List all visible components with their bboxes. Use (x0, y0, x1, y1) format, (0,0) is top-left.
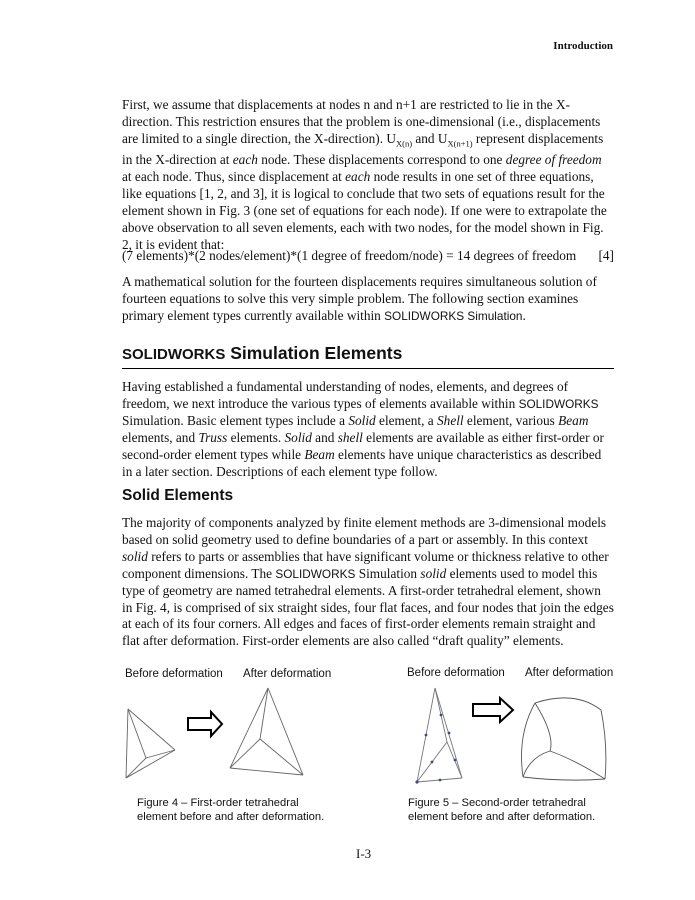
subscript-xn1: X(n+1) (447, 138, 473, 149)
subheading-solid-elements: Solid Elements (122, 487, 234, 504)
fig5-before-label: Before deformation (407, 667, 505, 679)
paragraph-element-types: Having established a fundamental understanding of nodes, elements, and degrees of freedom, we next introduce the various types of elements available within SOLIDWORKS Simulation. Basic element types include a Solid element, a Shell element, various Beam elements, and Truss elements. Solid and shell elements are available as either first-order or second-order element types while Beam elements have unique characteristics as described in a later section. Descriptions of each element type follow. (122, 379, 604, 479)
section-heading: SOLIDWORKS Simulation Elements (122, 343, 614, 369)
equation-number: [4] (598, 248, 614, 263)
deformation-arrow-icon (188, 712, 222, 736)
figure-4-caption: Figure 4 – First-order tetrahedral element before and after deformation. (137, 797, 325, 823)
tetrahedron-second-order-before (417, 688, 462, 782)
tetrahedron-before (126, 709, 175, 778)
deformation-arrow-icon (473, 698, 513, 722)
paragraph-displacements: First, we assume that displacements at nodes n and n+1 are restricted to lie in the X-direction. This restriction ensures that the problem is one-dimensional (i.e., displacements are limited to a single direction, the X-direction). $U_{X(n)}$ and $U_{X(n+1)}$ represent displacements in the X-direction at each node. These displacements correspond to one degree of freedom at each node. Thus, since displacement at each node results in one set of three equations, like equations [1, 2, and 3], it is logical to conclude that two sets of equations result for the element shown in Fig. 3 (one set of equations for each node). If one were to extrapolate the above observation to all seven elements, each with two nodes, for the model shown in Fig. 2, it is evident that: (122, 97, 607, 252)
fig4-before-label: Before deformation (125, 668, 223, 680)
figure-5-diagram (405, 685, 620, 795)
paragraph-fourteen-equations: A mathematical solution for the fourteen displacements requires simultaneous solution of fourteen equations to solve this very simple problem. The following section examines primary element types currently available within SOLIDWORKS Simulation. (122, 274, 597, 323)
midside-nodes (415, 714, 456, 784)
subscript-xn: X(n) (395, 138, 413, 149)
paragraph-solid-elements: The majority of components analyzed by finite element methods are 3-dimensional models based on solid geometry used to define boundaries of a part or assembly. In this context solid refers to parts or assemblies that have significant volume or thickness relative to other component dimensions. The SOLIDWORKS Simulation solid elements used to model this type of geometry are named tetrahedral elements. A first-order tetrahedral element, shown in Fig. 4, is comprised of six straight sides, four flat faces, and four nodes that join the edges at each of its four corners. All edges and faces of first-order elements remain straight and flat after deformation. First-order elements are also called “draft quality” elements. (122, 515, 614, 649)
fig5-after-label: After deformation (525, 667, 614, 679)
fig4-after-label: After deformation (243, 668, 332, 680)
tetrahedron-second-order-after (522, 698, 606, 780)
figure-5-caption: Figure 5 – Second-order tetrahedral element before and after deformation. (408, 797, 596, 823)
page-number: I-3 (356, 846, 372, 861)
tetrahedron-after (230, 688, 303, 775)
equation-4 (122, 248, 614, 265)
running-header: Introduction (553, 40, 613, 52)
equation-text: (7 elements)*(2 nodes/element)*(1 degree of freedom/node) = 14 degrees of freedom (122, 248, 577, 263)
figure-4-diagram (118, 685, 358, 800)
